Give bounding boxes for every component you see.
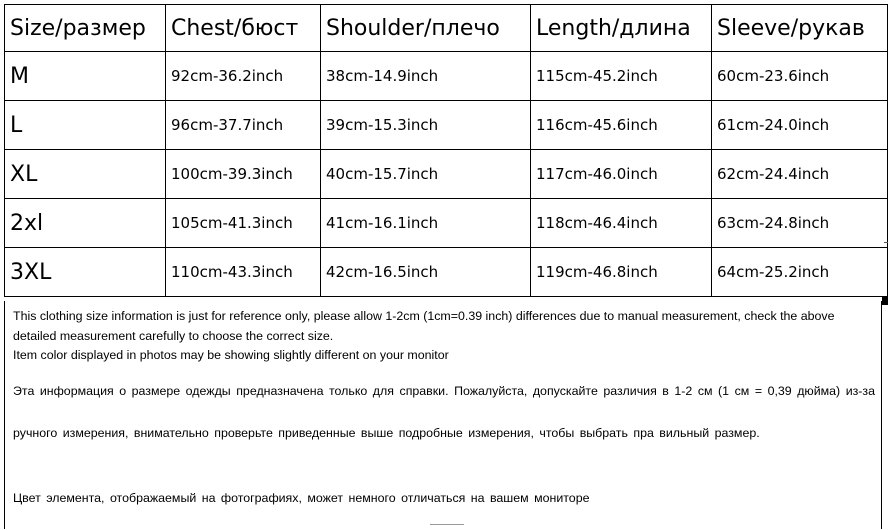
table-row bbox=[5, 101, 888, 150]
length-cell: 119cm-46.8inch bbox=[531, 248, 712, 297]
russian-color-note: Цвет элемента, отображаемый на фотографиях, может немного отличаться на вашем мониторе bbox=[13, 491, 590, 505]
sleeve-cell: 62cm-24.4inch bbox=[712, 150, 888, 199]
chest-cell: 100cm-39.3inch bbox=[166, 150, 321, 199]
sleeve-cell: 63cm-24.8inch bbox=[712, 199, 888, 248]
table-row bbox=[5, 248, 888, 297]
size-cell: M bbox=[5, 52, 166, 101]
shoulder-cell: 40cm-15.7inch bbox=[321, 150, 531, 199]
length-cell: 117cm-46.0inch bbox=[531, 150, 712, 199]
length-cell: 116cm-45.6inch bbox=[531, 101, 712, 150]
header-length: Length/длина bbox=[531, 5, 712, 52]
table-row bbox=[5, 199, 888, 248]
chest-cell: 110cm-43.3inch bbox=[166, 248, 321, 297]
russian-disclaimer: Эта информация о размере одежды предназначена только для справки. Пожалуйста, допускайте различия в 1-2 см (1 см = 0,39 дюйма) из-за ручного измерения, внимательно проверьте приведенные выше подробные измерения, чтобы выбрать пра вильный размер. bbox=[13, 384, 875, 440]
shoulder-cell: 39cm-15.3inch bbox=[321, 101, 531, 150]
english-disclaimer: This clothing size information is just for reference only, please allow 1-2cm (1cm=0.39 inch) differences due to manual measurement, check the above detailed measurement carefully to choose the correct size. bbox=[13, 309, 835, 343]
table-row bbox=[5, 52, 888, 101]
sleeve-cell: 61cm-24.0inch bbox=[712, 101, 888, 150]
shoulder-cell: 41cm-16.1inch bbox=[321, 199, 531, 248]
chest-cell: 96cm-37.7inch bbox=[166, 101, 321, 150]
sleeve-cell: 64cm-25.2inch bbox=[712, 248, 888, 297]
shoulder-cell: 42cm-16.5inch bbox=[321, 248, 531, 297]
edge-tick bbox=[884, 242, 888, 243]
length-cell: 118cm-46.4inch bbox=[531, 199, 712, 248]
header-row bbox=[5, 5, 888, 52]
size-cell: XL bbox=[5, 150, 166, 199]
size-cell: L bbox=[5, 101, 166, 150]
header-size: Size/размер bbox=[5, 5, 166, 52]
chest-cell: 92cm-36.2inch bbox=[166, 52, 321, 101]
notes-panel bbox=[4, 301, 882, 529]
length-cell: 115cm-45.2inch bbox=[531, 52, 712, 101]
chest-cell: 105cm-41.3inch bbox=[166, 199, 321, 248]
edge-marker bbox=[882, 297, 888, 305]
shoulder-cell: 38cm-14.9inch bbox=[321, 52, 531, 101]
bottom-tick bbox=[430, 524, 464, 525]
english-color-note: Item color displayed in photos may be showing slightly different on your monitor bbox=[13, 348, 449, 362]
sleeve-cell: 60cm-23.6inch bbox=[712, 52, 888, 101]
header-shoulder: Shoulder/плечо bbox=[321, 5, 531, 52]
size-chart-table bbox=[4, 4, 888, 297]
size-cell: 2xl bbox=[5, 199, 166, 248]
size-cell: 3XL bbox=[5, 248, 166, 297]
header-chest: Chest/бюст bbox=[166, 5, 321, 52]
table-row bbox=[5, 150, 888, 199]
header-sleeve: Sleeve/рукав bbox=[712, 5, 888, 52]
